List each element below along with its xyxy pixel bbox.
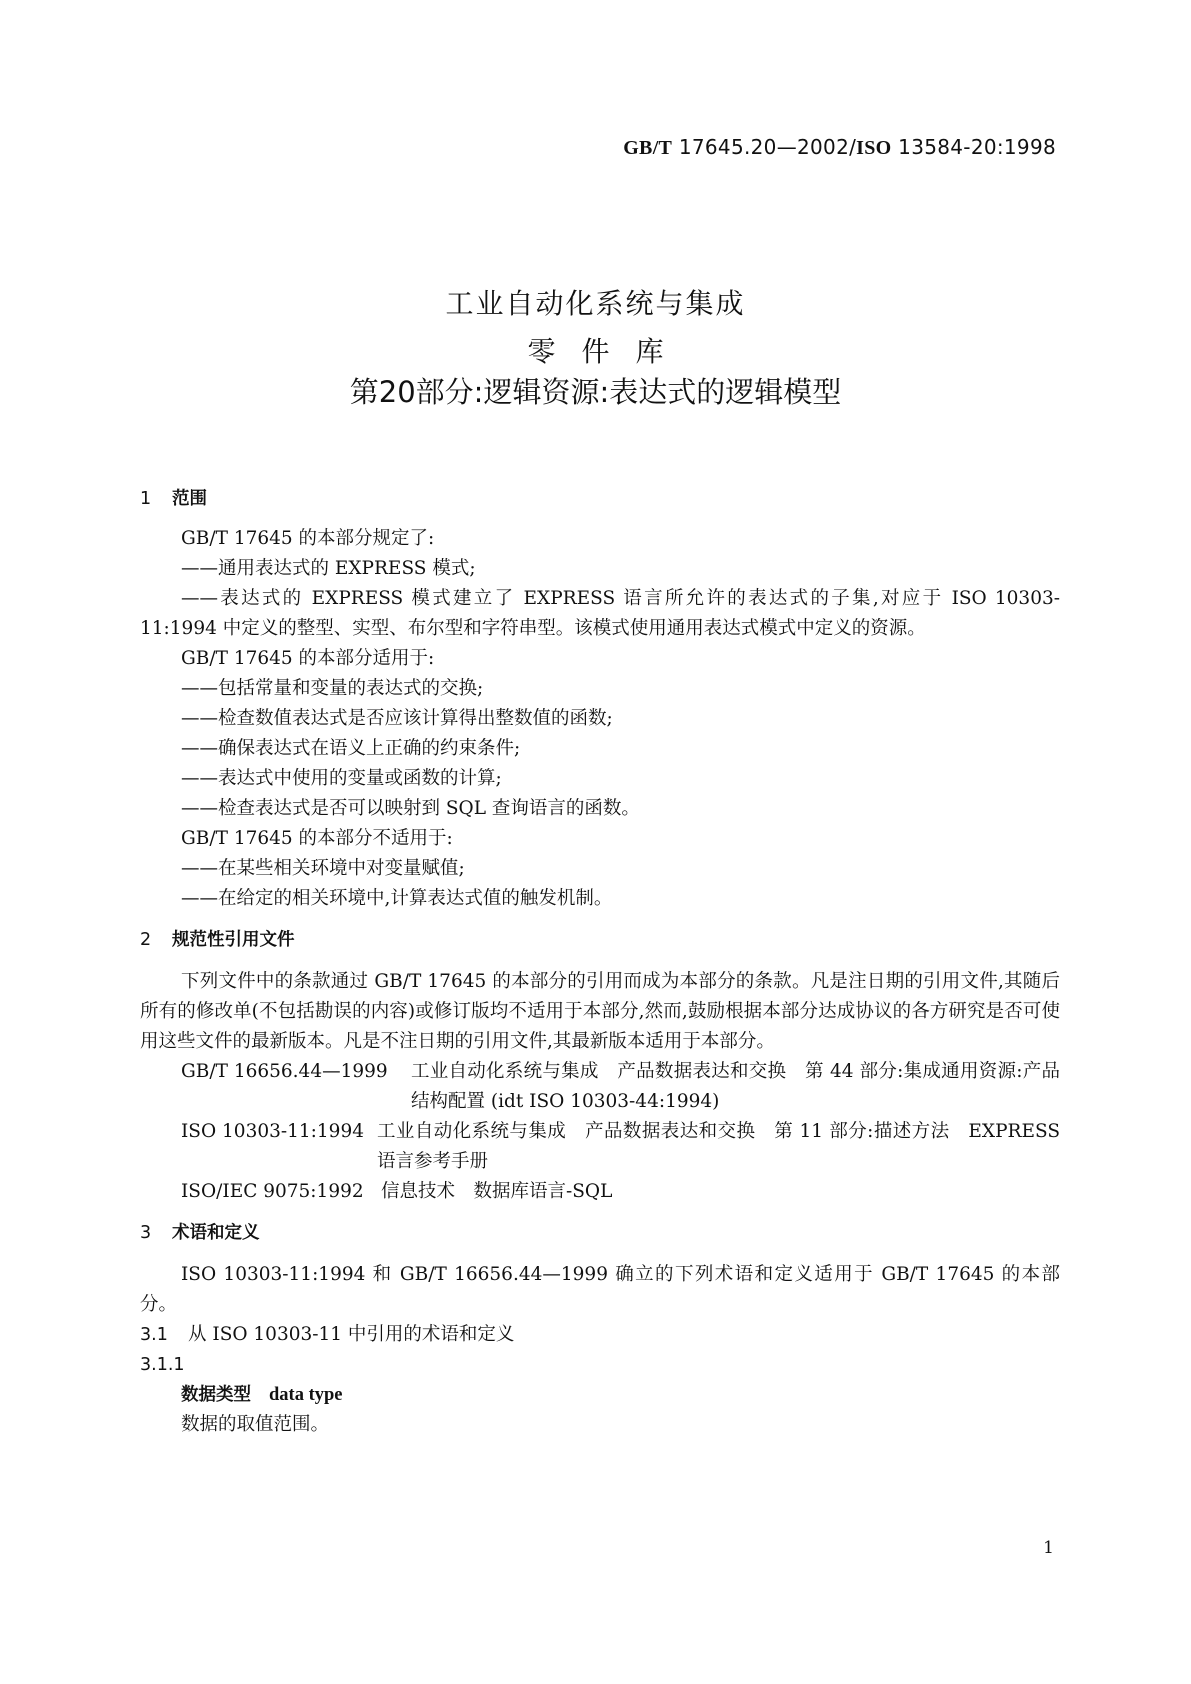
title-line-2: 零件库 xyxy=(527,335,690,368)
list-item: ——通用表达式的 EXPRESS 模式; xyxy=(181,558,476,579)
std-number: 17645.20—2002/ xyxy=(672,135,857,159)
reference-title: 信息技术 数据库语言-SQL xyxy=(381,1181,613,1202)
reference-code: ISO 10303-11:1994 xyxy=(181,1121,364,1142)
title-line-1: 工业自动化系统与集成 xyxy=(445,287,746,320)
page-number: 1 xyxy=(1043,1538,1054,1558)
iso-prefix: ISO xyxy=(856,137,892,159)
section-3-heading: 3 术语和定义 xyxy=(140,1223,260,1243)
list-item: ——检查数值表达式是否应该计算得出整数值的函数; xyxy=(181,708,613,729)
list-item: ——确保表达式在语义上正确的约束条件; xyxy=(181,738,521,759)
reference-code: ISO/IEC 9075:1992 xyxy=(181,1181,364,1202)
list-item: ——检查表达式是否可以映射到 SQL 查询语言的函数。 xyxy=(181,798,640,819)
term-entry xyxy=(181,1380,1060,1410)
paragraph: GB/T 17645 的本部分适用于: xyxy=(181,648,435,669)
list-item: ——表达式中使用的变量或函数的计算; xyxy=(181,768,502,789)
title-line-3: 第20部分:逻辑资源:表达式的逻辑模型 xyxy=(349,375,842,409)
normative-reference xyxy=(181,1117,1060,1177)
reference-code: GB/T 16656.44—1999 xyxy=(181,1061,388,1082)
term-definition: 数据的取值范围。 xyxy=(181,1414,330,1435)
list-item: ——在某些相关环境中对变量赋值; xyxy=(181,858,465,879)
document-body xyxy=(140,485,1060,1440)
reference-title: 工业自动化系统与集成 产品数据表达和交换 第 11 部分:描述方法 EXPRESS 语言参考手册 xyxy=(377,1121,1060,1172)
normative-reference xyxy=(181,1057,1060,1117)
section-2-heading: 2 规范性引用文件 xyxy=(140,930,295,950)
normative-reference xyxy=(181,1177,1060,1207)
standard-number-header xyxy=(623,135,1056,160)
term-chinese: 数据类型 xyxy=(181,1385,251,1405)
list-item: ——包括常量和变量的表达式的交换; xyxy=(181,678,484,699)
iso-number: 13584-20:1998 xyxy=(891,135,1056,159)
list-item: ——在给定的相关环境中,计算表达式值的触发机制。 xyxy=(181,888,613,909)
paragraph: GB/T 17645 的本部分规定了: xyxy=(181,528,435,549)
paragraph: GB/T 17645 的本部分不适用于: xyxy=(181,828,453,849)
std-prefix: GB/T xyxy=(623,137,673,159)
paragraph: 下列文件中的条款通过 GB/T 17645 的本部分的引用而成为本部分的条款。凡是注日期的引用文件,其随后所有的修改单(不包括勘误的内容)或修订版均不适用于本部分,然而,鼓励根据本部分达成协议的各方研究是否可使用这些文件的最新版本。凡是不注日期的引用文件,其最新版本适用于本部分。 xyxy=(140,971,1060,1052)
list-item: ——表达式的 EXPRESS 模式建立了 EXPRESS 语言所允许的表达式的子集,对应于 ISO 10303-11:1994 中定义的整型、实型、布尔型和字符串型。该模式使用通用表达式模式中定义的资源。 xyxy=(140,588,1060,639)
term-english: data type xyxy=(269,1385,343,1405)
subsection-3-1: 3.1 从 ISO 10303-11 中引用的术语和定义 xyxy=(140,1324,515,1345)
section-1-heading: 1 范围 xyxy=(140,489,207,509)
paragraph: ISO 10303-11:1994 和 GB/T 16656.44—1999 确立的下列术语和定义适用于 GB/T 17645 的本部分。 xyxy=(140,1264,1060,1315)
reference-title: 工业自动化系统与集成 产品数据表达和交换 第 44 部分:集成通用资源:产品结构配置 (idt ISO 10303-44:1994) xyxy=(411,1061,1060,1112)
subsection-3-1-1: 3.1.1 xyxy=(140,1355,185,1375)
